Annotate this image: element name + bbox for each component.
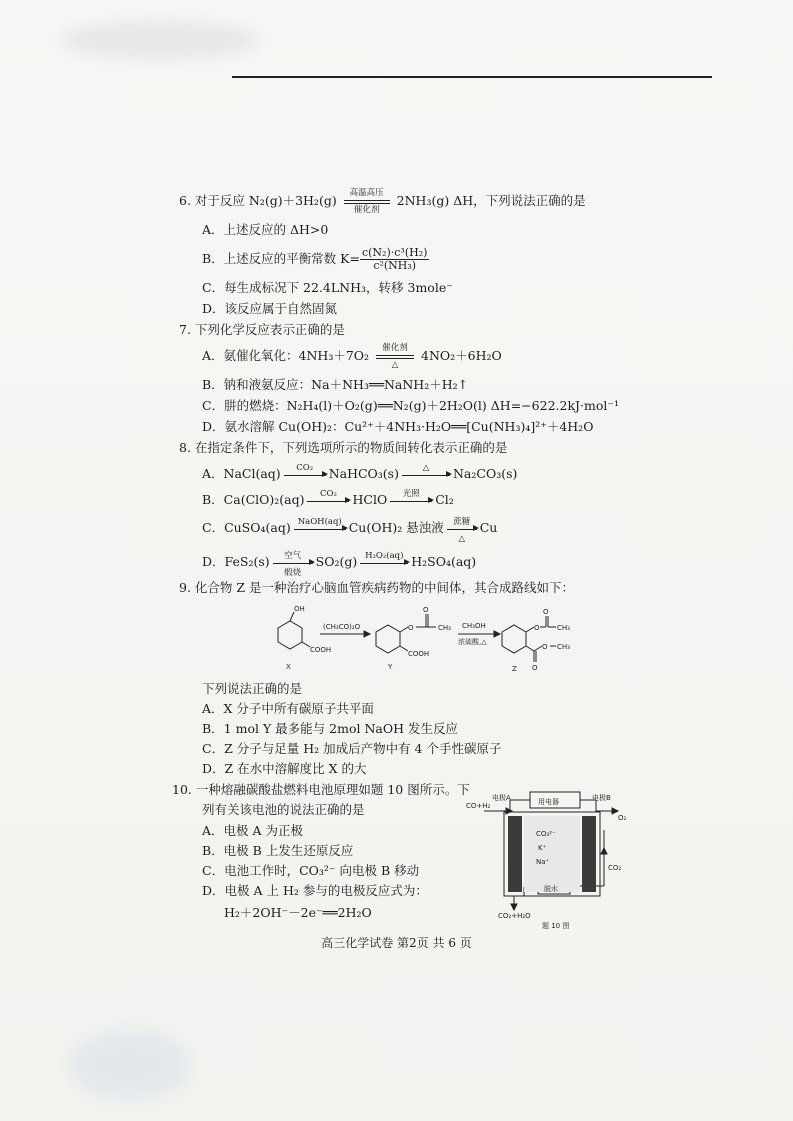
q7-option-d: D．氨水溶解 Cu(OH)₂：Cu²⁺＋4NH₃·H₂O══[Cu(NH₃)₄]²⁺＋4H₂O (202, 419, 594, 434)
svg-text:CO₂+H₂O: CO₂+H₂O (498, 912, 531, 920)
svg-text:CO₂: CO₂ (608, 864, 622, 872)
svg-text:O: O (534, 624, 540, 632)
q9-stem: 9. 化合物 Z 是一种治疗心脑血管疾病药物的中间体，其合成路线如下： (179, 580, 575, 595)
q6-option-b: B．上述反应的平衡常数 K= $\frac{\text{c(N₂)·c³(H₂)}}{\text{c²(NH₃)}}$ (202, 246, 428, 272)
header-rule (232, 76, 712, 78)
q10-option-c: C．电池工作时，CO₃²⁻ 向电极 B 移动 (202, 863, 420, 878)
svg-text:O: O (408, 624, 414, 632)
svg-text:(CH₃CO)₂O: (CH₃CO)₂O (323, 623, 361, 631)
svg-text:电极A: 电极A (492, 794, 511, 802)
q9-option-d: D．Z 在水中溶解度比 X 的大 (202, 761, 367, 776)
svg-text:O: O (423, 606, 429, 614)
synthesis-route-diagram (258, 600, 578, 680)
q6-option-d: D．该反应属于自然固氮 (202, 301, 338, 316)
svg-text:COOH: COOH (408, 650, 430, 658)
svg-text:COOH: COOH (310, 646, 332, 654)
benzene-ring-x (278, 621, 302, 649)
q6-stem: 6. 对于反应 N₂(g)＋3H₂(g) 高温高压 催化剂 2NH₃(g) ΔH，下列说法正确的是 (179, 188, 586, 215)
q10-option-b: B．电极 B 上发生还原反应 (202, 843, 354, 858)
svg-text:CO+H₂: CO+H₂ (466, 802, 491, 810)
svg-text:O: O (532, 664, 538, 672)
svg-text:O: O (543, 608, 549, 616)
svg-text:O: O (542, 643, 548, 651)
benzene-ring-z (502, 625, 526, 653)
svg-text:浓硫酸,△: 浓硫酸,△ (458, 638, 487, 646)
q8-stem: 8. 在指定条件下，下列选项所示的物质间转化表示正确的是 (179, 440, 508, 455)
svg-text:Y: Y (388, 663, 393, 671)
svg-text:CO₃²⁻: CO₃²⁻ (536, 830, 556, 838)
q10-option-a: A．电极 A 为正极 (202, 823, 304, 838)
svg-text:K⁺: K⁺ (538, 844, 547, 852)
svg-text:脱水: 脱水 (544, 885, 558, 893)
svg-text:CH₃: CH₃ (557, 624, 570, 632)
svg-text:用电器: 用电器 (538, 798, 559, 806)
q7-option-c: C．肼的燃烧：N₂H₄(l)＋O₂(g)══N₂(g)＋2H₂O(l) ΔH=−622.2kJ·mol⁻¹ (202, 398, 619, 413)
svg-text:CH₃: CH₃ (438, 624, 451, 632)
q8-option-b: B．Ca(ClO)₂(aq) CO₂ HClO 光照 Cl₂ (202, 488, 454, 507)
q6-option-a: A．上述反应的 ΔH>0 (202, 222, 329, 237)
q9-option-b: B．1 mol Y 最多能与 2mol NaOH 发生反应 (202, 721, 458, 736)
q10-option-d: D．电极 A 上 H₂ 参与的电极反应式为： (202, 883, 428, 898)
q10-stem-line1: 10. 一种熔融碳酸盐燃料电池原理如题 10 图所示。下 (172, 782, 470, 797)
page-footer: 高三化学试卷 第2页 共 6 页 (321, 936, 472, 950)
electrode-a (508, 816, 522, 892)
electrode-b (582, 816, 596, 892)
fuel-cell-diagram (462, 790, 642, 930)
svg-text:X: X (286, 663, 291, 671)
svg-text:Z: Z (512, 665, 517, 673)
scan-smudge (70, 1030, 190, 1100)
molten-carbonate (524, 816, 580, 892)
q7-stem: 7. 下列化学反应表示正确的是 (179, 322, 345, 337)
q6-option-c: C．每生成标况下 22.4LNH₃，转移 3mole⁻ (202, 280, 453, 295)
svg-text:CH₃: CH₃ (557, 643, 570, 651)
q10-stem-line2: 列有关该电池的说法正确的是 (202, 802, 365, 817)
svg-text:Na⁺: Na⁺ (536, 858, 550, 866)
benzene-ring-y (376, 625, 400, 653)
q9-option-a: A．X 分子中所有碳原子共平面 (202, 701, 374, 716)
svg-text:O₂: O₂ (618, 814, 627, 822)
equilibrium-constant-fraction: $\frac{\text{c(N₂)·c³(H₂)}}{\text{c²(NH₃)}}$ (361, 246, 428, 272)
q8-option-d: D．FeS₂(s) 空气 煅烧 SO₂(g) H₂O₂(aq) H₂SO₄(aq) (202, 550, 477, 578)
svg-text:电极B: 电极B (592, 794, 611, 802)
scan-smudge (60, 20, 260, 60)
q8-option-a: A．NaCl(aq) CO₂ NaHCO₃(s) △ Na₂CO₃(s) (202, 462, 518, 481)
q7-option-b: B．钠和液氨反应：Na＋NH₃══NaNH₂＋H₂↑ (202, 377, 469, 392)
q8-option-c: C．CuSO₄(aq) NaOH(aq) Cu(OH)₂ 悬浊液 蔗糖 △ Cu (202, 516, 498, 544)
q9-sub-stem: 下列说法正确的是 (202, 681, 303, 696)
q7-option-a: A．氨催化氧化：4NH₃＋7O₂ 催化剂 △ 4NO₂＋6H₂O (202, 343, 502, 370)
svg-text:CH₃OH: CH₃OH (462, 622, 486, 630)
svg-text:题 10 图: 题 10 图 (542, 922, 570, 930)
svg-text:OH: OH (294, 605, 305, 613)
q10-option-d-equation: H₂＋2OH⁻－2e⁻══2H₂O (224, 905, 372, 920)
q9-option-c: C．Z 分子与足量 H₂ 加成后产物中有 4 个手性碳原子 (202, 741, 502, 756)
